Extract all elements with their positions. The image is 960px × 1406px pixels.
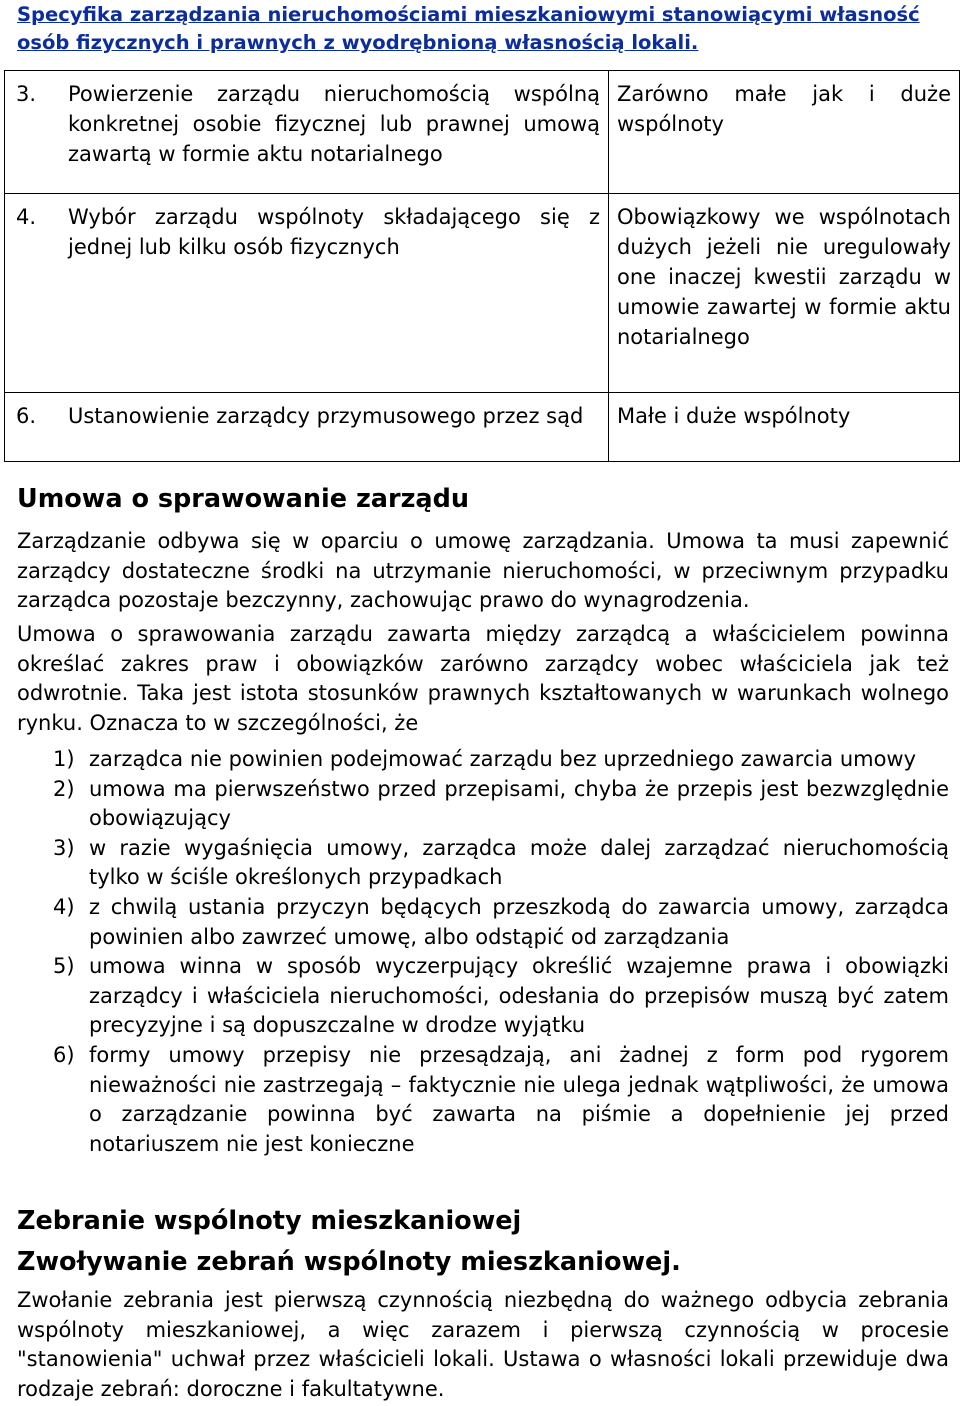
list-item: 5) umowa winna w sposób wyczerpujący określić wzajemne prawa i obowiązki zarządcy i właściciela nieruchomości, odesłania do przepisów muszą być zatem precyzyjne i są dopuszczalne w drodze wyjątku — [53, 954, 949, 1038]
document-page — [16, 0, 951, 1401]
page-title: Specyfika zarządzania nieruchomościami mieszkaniowymi stanowiącymi własność osób fizycznych i prawnych z wyodrębnioną własnością lokali. — [17, 3, 920, 54]
paragraph-contract-basis: Zarządzanie odbywa się w oparciu o umowę zarządzania. Umowa ta musi zapewnić zarządcy dostateczne środki na utrzymanie nieruchomości, w przeciwnym przypadku zarządca pozostaje bezczynny, zachowując prawo do wynagrodzenia. — [17, 529, 949, 613]
list-item: 4) z chwilą ustania przyczyn będących przeszkodą do zawarcia umowy, zarządca powinien albo zawrzeć umowę, albo odstąpić od zarządzania — [53, 894, 949, 949]
section-heading-contract: Umowa o sprawowanie zarządu — [17, 484, 470, 514]
paragraph-contract-scope: Umowa o sprawowania zarządu zawarta między zarządcą a właścicielem powinna określać zakres praw i obowiązków zarówno zarządcy wobec właściciela jak też odwrotnie. Taka jest istota stosunków prawnych kształtowanych w warunkach wolnego rynku. Oznacza to w szczególności, że — [17, 622, 949, 735]
list-item: 6) formy umowy przepisy nie przesądzają, ani żadnej z form pod rygorem nieważności nie zastrzegają – faktycznie nie ulega jednak wątpliwości, że umowa o zarządzanie powinna być zawarta na piśmie a dopełnienie jej przed notariuszem nie jest konieczne — [53, 1042, 949, 1156]
row-form-text: Wybór zarządu wspólnoty składającego się z jednej lub kilku osób fizycznych — [68, 205, 600, 259]
list-item: 3) w razie wygaśnięcia umowy, zarządca może dalej zarządzać nieruchomością tylko w ściśle określonych przypadkach — [53, 835, 949, 890]
paragraph-convening: Zwołanie zebrania jest pierwszą czynnością niezbędną do ważnego odbycia zebrania wspólnoty mieszkaniowej, a więc zarazem i pierwszą czynnością w procesie "stanowienia" uchwał przez właścicieli lokali. Ustawa o własności lokali przewiduje dwa rodzaje zebrań: doroczne i fakultatywne. — [17, 1288, 949, 1401]
row-number: 4. — [16, 205, 37, 229]
table-row — [5, 393, 960, 462]
row-form-text: Ustanowienie zarządcy przymusowego przez sąd — [68, 404, 584, 428]
row-number: 6. — [16, 404, 37, 428]
table-cell-scope: Obowiązkowy we wspólnotach dużych jeżeli nie uregulowały one inaczej kwestii zarządu w umowie zawartej w formie aktu notarialnego — [609, 194, 960, 393]
table-cell-form — [5, 71, 609, 194]
table-cell-form — [5, 194, 609, 393]
row-form-text: Powierzenie zarządu nieruchomością wspólną konkretnej osobie fizycznej lub prawnej umową zawartą w formie aktu notarialnego — [68, 82, 600, 166]
table-row — [5, 194, 960, 393]
management-forms-table — [4, 70, 960, 462]
table-cell-form — [5, 393, 609, 462]
table-cell-scope: Małe i duże wspólnoty — [609, 393, 960, 462]
list-item: 1) zarządca nie powinien podejmować zarządu bez uprzedniego zawarcia umowy — [53, 747, 917, 771]
section-heading-meeting: Zebranie wspólnoty mieszkaniowej — [17, 1206, 522, 1236]
contract-rules-list — [17, 745, 949, 1159]
table-cell-scope: Zarówno małe jak i duże wspólnoty — [609, 71, 960, 194]
section-subheading-convening: Zwoływanie zebrań wspólnoty mieszkaniowej. — [17, 1247, 681, 1277]
table-row — [5, 71, 960, 194]
list-item: 2) umowa ma pierwszeństwo przed przepisami, chyba że przepis jest bezwzględnie obowiązujący — [53, 776, 949, 831]
row-number: 3. — [16, 82, 37, 106]
